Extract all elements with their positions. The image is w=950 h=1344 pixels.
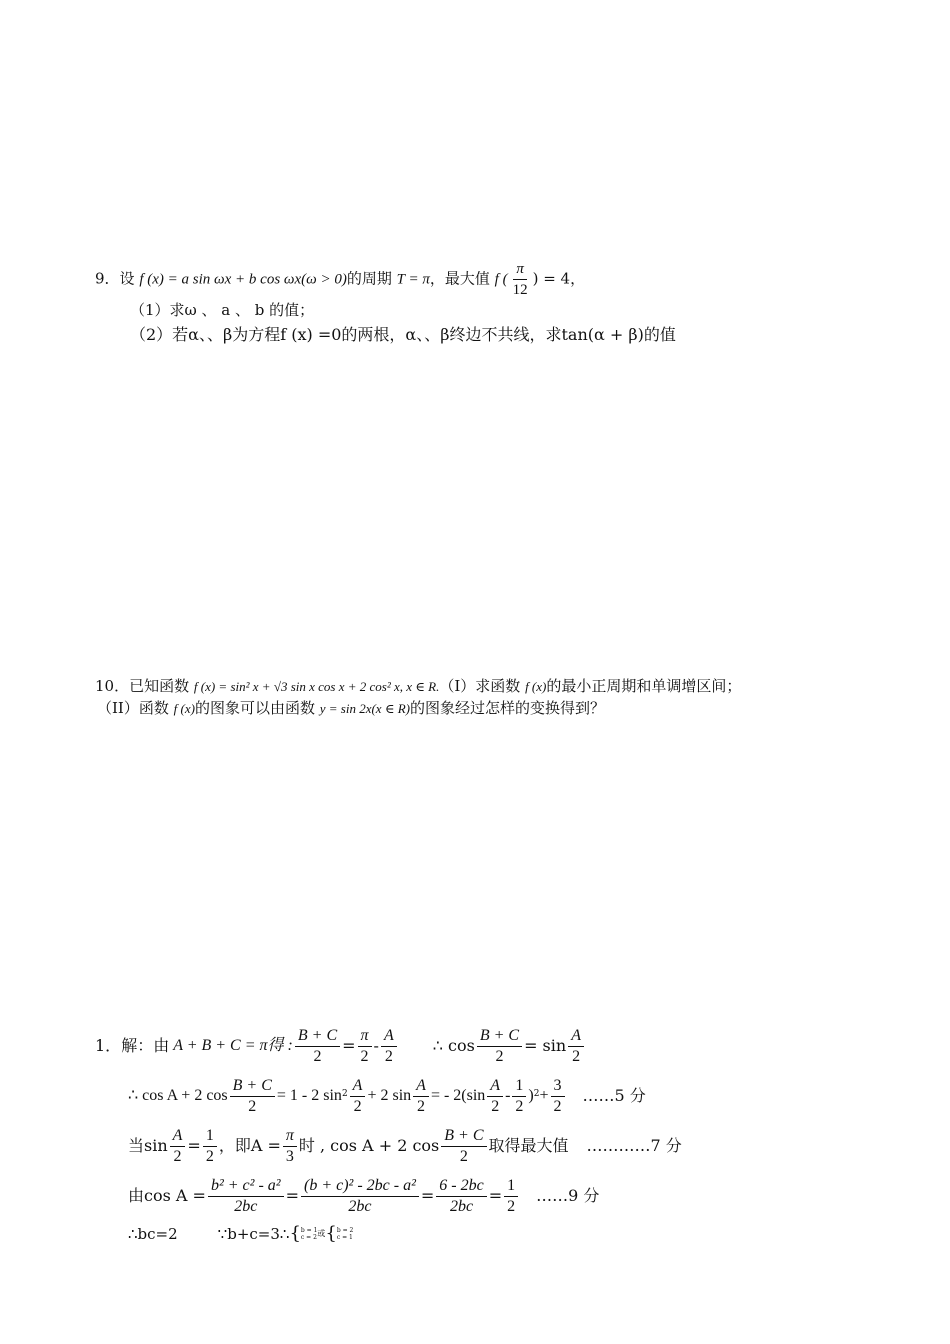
- q10-line2-fx: f (x): [173, 701, 195, 716]
- a1-number: 1．: [95, 1036, 122, 1055]
- a1-l3-e: 取得最大值: [488, 1136, 569, 1155]
- a1-line3: [128, 1122, 682, 1170]
- a1-l2-d: = - 2(sin: [430, 1087, 486, 1104]
- a1-l1-minus: -: [373, 1036, 379, 1055]
- a1-l1-frac1-num: B + C: [295, 1027, 340, 1047]
- a1-l1-frac2-den: 2: [360, 1047, 369, 1065]
- a1-l4-f4-den: 2: [507, 1197, 516, 1215]
- a1-l2-f1-num: B + C: [230, 1077, 275, 1097]
- a1-l2-a: ∴ cos A + 2 cos: [128, 1087, 228, 1104]
- q10-function-expression: f (x) = sin² x + √3 sin x cos x + 2 cos² x, x ∈ R.: [193, 679, 440, 694]
- a1-l3-b: =: [187, 1136, 201, 1155]
- q9-period-text: 的周期: [346, 269, 392, 288]
- a1-l2-f2: [350, 1077, 366, 1116]
- a1-l1-frac5-den: 2: [572, 1047, 581, 1065]
- q9-max-numerator: π: [513, 260, 527, 280]
- q9-intro: 设: [119, 269, 135, 288]
- a1-l2-f4-den: 2: [491, 1097, 500, 1115]
- q9-max-fraction: [510, 260, 531, 299]
- q9-period-equation: T = π: [396, 271, 430, 288]
- a1-l1-frac2-num: π: [358, 1027, 372, 1047]
- a1-l4-score: ……9 分: [536, 1186, 600, 1205]
- a1-l2-f: ): [528, 1087, 534, 1104]
- a1-l2-f5-den: 2: [515, 1097, 524, 1115]
- a1-l3-f1-den: 2: [173, 1147, 182, 1165]
- a1-l2-f6-den: 2: [553, 1097, 562, 1115]
- a1-l1-frac3: [381, 1027, 397, 1066]
- q10-line1-text-b: （I）求函数: [439, 677, 521, 695]
- a1-l3-score: …………7 分: [586, 1136, 682, 1155]
- q10-line2-text-c: 的图象经过怎样的变换得到？: [409, 699, 605, 717]
- a1-l5-system2: [337, 1227, 354, 1241]
- a1-l4-f3: [436, 1177, 486, 1216]
- a1-l4-c: =: [420, 1186, 435, 1205]
- q10-line2-text-b: 的图象可以由函数: [194, 699, 315, 717]
- a1-l3-f1: [170, 1127, 186, 1166]
- a1-l3-c: ，即A =: [218, 1136, 281, 1155]
- a1-l3-f2-den: 2: [205, 1147, 214, 1165]
- q9-max-text: ，最大值: [429, 269, 490, 288]
- a1-l4-f4: [504, 1177, 518, 1216]
- q10-number: 10．: [95, 677, 130, 695]
- a1-l4-f2-num: (b + c)² - 2bc - a²: [301, 1177, 419, 1197]
- a1-l3-f3-den: 3: [285, 1147, 294, 1165]
- a1-l2-f1-den: 2: [248, 1097, 257, 1115]
- a1-l5-brace2: {: [325, 1223, 337, 1244]
- q9-max-rest: ) = 4，: [532, 269, 586, 288]
- a1-l2-c: + 2 sin: [367, 1087, 412, 1104]
- a1-l4-f2: [301, 1177, 419, 1216]
- a1-l5-sys2-bot: c = 1: [336, 1234, 353, 1241]
- q10-line2-text-a: （II）函数: [97, 699, 169, 717]
- a1-l1-equation: A + B + C = π得 :: [173, 1037, 293, 1054]
- a1-solution-label: 解：由: [121, 1036, 170, 1055]
- a1-l5-or: 或: [317, 1229, 326, 1238]
- q10-line1-fx: f (x): [525, 679, 547, 694]
- a1-l3-f4: [441, 1127, 486, 1166]
- a1-l5-system1: [301, 1227, 318, 1241]
- a1-l1-frac1-den: 2: [313, 1047, 322, 1065]
- a1-l1-sin: = sin: [524, 1036, 567, 1055]
- a1-l4-b: =: [285, 1186, 299, 1205]
- a1-l4-d: =: [488, 1186, 503, 1205]
- a1-l4-f1: [208, 1177, 284, 1216]
- a1-l3-f4-den: 2: [459, 1147, 468, 1165]
- a1-l3-a: 当sin: [128, 1136, 168, 1155]
- a1-line5: [128, 1222, 353, 1246]
- a1-l2-f5: [512, 1077, 526, 1116]
- a1-l1-frac2: [358, 1027, 372, 1066]
- a1-l2-g: +: [539, 1087, 549, 1104]
- q10-line1-text-c: 的最小正周期和单调增区间；: [546, 677, 742, 695]
- a1-l4-f2-den: 2bc: [348, 1197, 372, 1215]
- q9-part1: （1）求ω 、 a 、 b 的值；: [130, 301, 315, 319]
- a1-l3-f3: [283, 1127, 297, 1166]
- a1-l5-a: ∴bc=2: [128, 1225, 178, 1243]
- a1-l5-sys1-top: b = 1: [300, 1227, 318, 1234]
- a1-line1: [95, 1022, 586, 1070]
- a1-l1-frac5: [568, 1027, 584, 1066]
- q10-line1-text-a: 已知函数: [129, 677, 190, 695]
- a1-l1-frac3-den: 2: [384, 1047, 393, 1065]
- a1-l1-frac3-num: A: [381, 1027, 397, 1047]
- a1-l3-f2: [203, 1127, 217, 1166]
- a1-l2-f3-den: 2: [417, 1097, 426, 1115]
- a1-line4: [128, 1172, 599, 1220]
- a1-l5-b: ∵b+c=3∴: [217, 1225, 290, 1243]
- q9-line1: [95, 260, 585, 299]
- a1-l4-f1-den: 2bc: [234, 1197, 258, 1215]
- a1-line2: [128, 1072, 646, 1120]
- a1-l4-a: 由cos A =: [128, 1186, 206, 1205]
- a1-l2-f5-num: 1: [512, 1077, 526, 1097]
- a1-l1-eq: =: [342, 1036, 356, 1055]
- a1-l2-sup: 2: [341, 1089, 348, 1099]
- a1-l3-f3-num: π: [283, 1127, 297, 1147]
- a1-l4-f3-num: 6 - 2bc: [436, 1177, 486, 1197]
- a1-l1-therefore: ∴ cos: [432, 1036, 475, 1055]
- a1-l3-f4-num: B + C: [441, 1127, 486, 1147]
- a1-l3-d: 时 , cos A + 2 cos: [298, 1136, 440, 1155]
- q9-part2: （2）若α、、β为方程f (x) =0的两根，α、、β终边不共线，求tan(α + β)的值: [130, 325, 676, 344]
- a1-l2-f3: [413, 1077, 429, 1116]
- a1-l3-f2-num: 1: [203, 1127, 217, 1147]
- a1-l5-sys1-bot: c = 2: [300, 1234, 317, 1241]
- a1-l2-f4: [487, 1077, 503, 1116]
- a1-l2-f4-num: A: [487, 1077, 503, 1097]
- a1-l1-frac1: [295, 1027, 340, 1066]
- a1-l2-f3-num: A: [413, 1077, 429, 1097]
- a1-l3-f1-num: A: [170, 1127, 186, 1147]
- a1-l5-brace1: {: [289, 1223, 301, 1244]
- a1-l2-f2-den: 2: [353, 1097, 362, 1115]
- q10-line1: [95, 676, 741, 697]
- a1-l2-sup2: 2: [533, 1089, 540, 1099]
- a1-l2-e: -: [505, 1087, 511, 1104]
- q10-line2-expression: y = sin 2x(x ∈ R): [319, 701, 410, 716]
- a1-l1-frac5-num: A: [568, 1027, 584, 1047]
- a1-l2-score: ……5 分: [582, 1086, 646, 1105]
- a1-l2-f2-num: A: [350, 1077, 366, 1097]
- a1-l1-frac4-den: 2: [495, 1047, 504, 1065]
- a1-l2-f6: [551, 1077, 565, 1116]
- q10-line2: [97, 698, 605, 719]
- a1-l4-f1-num: b² + c² - a²: [208, 1177, 284, 1197]
- a1-l2-b: = 1 - 2 sin: [276, 1087, 342, 1104]
- a1-l2-f6-num: 3: [551, 1077, 565, 1097]
- a1-l4-f4-num: 1: [504, 1177, 518, 1197]
- q9-max-denominator: 12: [512, 282, 528, 298]
- q9-function-expression: f (x) = a sin ωx + b cos ωx(ω > 0): [139, 271, 347, 288]
- a1-l2-f1: [230, 1077, 275, 1116]
- a1-l1-frac4: [477, 1027, 522, 1066]
- a1-l4-f3-den: 2bc: [449, 1197, 474, 1215]
- a1-l1-frac4-num: B + C: [477, 1027, 522, 1047]
- q9-number: 9．: [95, 269, 120, 288]
- a1-l5-sys2-top: b = 2: [336, 1227, 354, 1234]
- q9-max-f: f (: [494, 271, 508, 288]
